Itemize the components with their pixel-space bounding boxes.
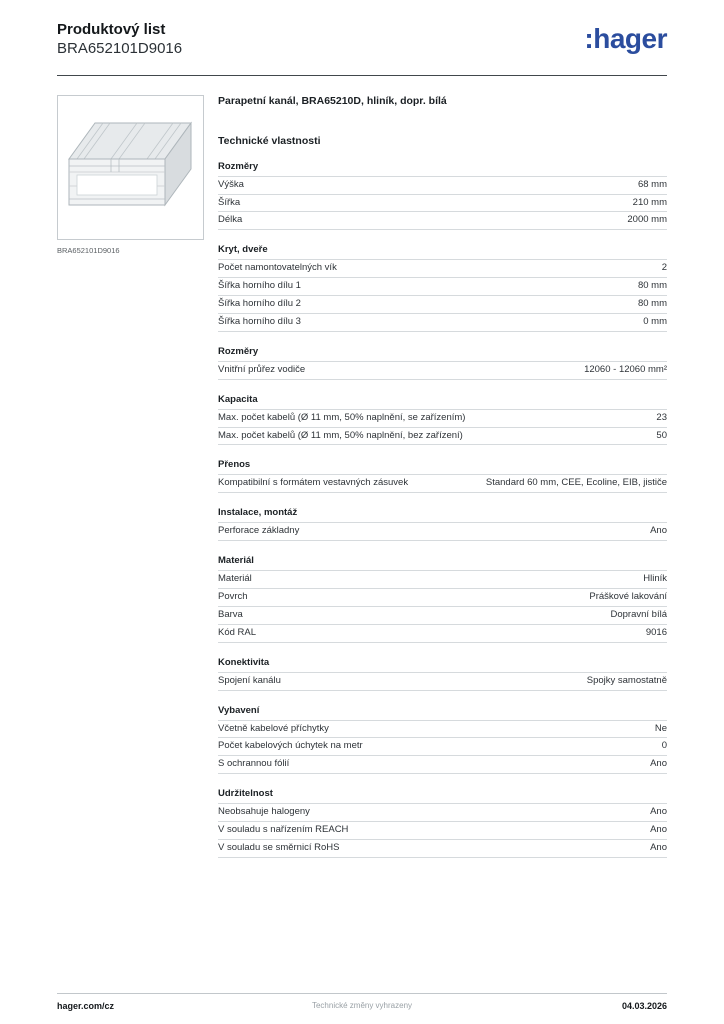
footer-website-link[interactable]: hager.com/cz — [57, 1001, 115, 1011]
product-image-caption: BRA652101D9016 — [57, 246, 120, 255]
spec-label: Počet namontovatelných vík — [218, 262, 337, 274]
spec-label: Šířka — [218, 196, 241, 208]
tech-properties-title: Technické vlastnosti — [218, 134, 321, 147]
spec-row — [218, 673, 667, 691]
spec-value: 2 — [661, 262, 667, 274]
spec-value: 0 — [661, 740, 667, 752]
header-divider — [57, 75, 667, 76]
spec-value: Ano — [650, 824, 667, 836]
section-title: Kryt, dveře — [218, 241, 667, 260]
spec-section — [218, 702, 667, 775]
spec-label: Kód RAL — [218, 626, 257, 638]
spec-value: 68 mm — [637, 178, 667, 190]
section-rows — [218, 673, 667, 691]
spec-label: Počet kabelových úchytek na metr — [218, 740, 363, 752]
spec-row — [218, 822, 667, 840]
footer — [57, 993, 667, 1011]
spec-value: 23 — [656, 411, 667, 423]
section-title: Vybavení — [218, 702, 667, 721]
spec-row — [218, 177, 667, 195]
spec-value: Hliník — [643, 573, 667, 585]
spec-row — [218, 738, 667, 756]
spec-section — [218, 504, 667, 541]
spec-value: 210 mm — [632, 196, 667, 208]
spec-label: Materiál — [218, 573, 252, 585]
spec-label: Včetně kabelové příchytky — [218, 722, 329, 734]
hager-logo: :hager — [584, 23, 667, 54]
spec-row — [218, 195, 667, 213]
spec-row — [218, 523, 667, 541]
spec-value: 80 mm — [637, 280, 667, 292]
spec-section — [218, 785, 667, 858]
content — [57, 95, 667, 858]
product-image-frame — [57, 95, 204, 240]
section-rows — [218, 523, 667, 541]
spec-section — [218, 343, 667, 380]
spec-label: Délka — [218, 214, 243, 226]
section-title: Přenos — [218, 456, 667, 475]
section-rows — [218, 362, 667, 380]
spec-label: Kompatibilní s formátem vestavných zásuvek — [218, 477, 409, 489]
section-rows — [218, 260, 667, 332]
spec-label: Vnitřní průřez vodiče — [218, 363, 306, 375]
section-rows — [218, 410, 667, 446]
section-title: Rozměry — [218, 343, 667, 362]
spec-row — [218, 362, 667, 380]
spec-value: Spojky samostatně — [586, 674, 667, 686]
section-title: Kapacita — [218, 391, 667, 410]
spec-row — [218, 571, 667, 589]
spec-label: Šířka horního dílu 2 — [218, 298, 301, 310]
section-rows — [218, 721, 667, 775]
spec-row — [218, 475, 667, 493]
spec-value: Ano — [650, 841, 667, 853]
spec-label: V souladu s nařízením REACH — [218, 824, 349, 836]
spec-value: Práškové lakování — [589, 591, 667, 603]
spec-value: Dopravní bílá — [610, 608, 667, 620]
spec-label: V souladu se směrnicí RoHS — [218, 841, 340, 853]
section-title: Materiál — [218, 552, 667, 571]
spec-label: Spojení kanálu — [218, 674, 281, 686]
spec-value: Ano — [650, 806, 667, 818]
spec-value: 80 mm — [637, 298, 667, 310]
spec-row — [218, 410, 667, 428]
spec-section — [218, 241, 667, 332]
spec-row — [218, 721, 667, 739]
spec-label: Max. počet kabelů (Ø 11 mm, 50% naplnění, bez zařízení) — [218, 429, 463, 441]
spec-section — [218, 158, 667, 231]
spec-label: Výška — [218, 178, 244, 190]
spec-label: Max. počet kabelů (Ø 11 mm, 50% naplnění, se zařízením) — [218, 411, 466, 423]
product-image — [65, 107, 196, 229]
section-rows — [218, 177, 667, 231]
spec-row — [218, 212, 667, 230]
spec-label: Neobsahuje halogeny — [218, 806, 310, 818]
section-rows — [218, 804, 667, 858]
footer-date: 04.03.2026 — [621, 1001, 667, 1011]
spec-value: Ano — [650, 525, 667, 537]
spec-section — [218, 456, 667, 493]
section-title: Konektivita — [218, 654, 667, 673]
spec-sections — [218, 158, 667, 858]
spec-row — [218, 625, 667, 643]
spec-section — [218, 391, 667, 446]
section-rows — [218, 475, 667, 493]
spec-row — [218, 314, 667, 332]
spec-section — [218, 552, 667, 643]
spec-row — [218, 756, 667, 774]
spec-row — [218, 804, 667, 822]
section-title: Rozměry — [218, 158, 667, 177]
spec-value: Ne — [654, 722, 667, 734]
spec-label: S ochrannou fólií — [218, 758, 290, 770]
spec-label: Barva — [218, 608, 243, 620]
spec-row — [218, 428, 667, 446]
spec-section — [218, 654, 667, 691]
spec-row — [218, 278, 667, 296]
spec-label: Šířka horního dílu 1 — [218, 280, 301, 292]
spec-row — [218, 840, 667, 858]
spec-row — [218, 296, 667, 314]
spec-value: 9016 — [645, 626, 667, 638]
footer-inner — [57, 1001, 667, 1011]
spec-value: 0 mm — [643, 315, 667, 327]
spec-row — [218, 589, 667, 607]
image-column — [57, 95, 204, 255]
header — [57, 21, 667, 59]
header-product-code: BRA652101D9016 — [57, 39, 183, 57]
section-title: Udržitelnost — [218, 785, 667, 804]
spec-row — [218, 607, 667, 625]
doc-type-title: Produktový list — [57, 21, 166, 38]
footer-disclaimer: Technické změny vyhrazeny — [311, 1001, 413, 1010]
spec-label: Povrch — [218, 591, 248, 603]
spec-label: Šířka horního dílu 3 — [218, 315, 301, 327]
spec-value: 50 — [656, 429, 667, 441]
spec-value: 12060 - 12060 mm² — [584, 363, 667, 375]
product-title: Parapetní kanál, BRA65210D, hliník, dopr. bílá — [218, 95, 447, 107]
spec-row — [218, 260, 667, 278]
spec-label: Perforace základny — [218, 525, 300, 537]
section-rows — [218, 571, 667, 643]
spec-value: Standard 60 mm, CEE, Ecoline, EIB, jističe — [485, 477, 667, 489]
spec-value: Ano — [650, 758, 667, 770]
section-title: Instalace, montáž — [218, 504, 667, 523]
spec-value: 2000 mm — [627, 214, 667, 226]
spec-column — [218, 95, 667, 858]
